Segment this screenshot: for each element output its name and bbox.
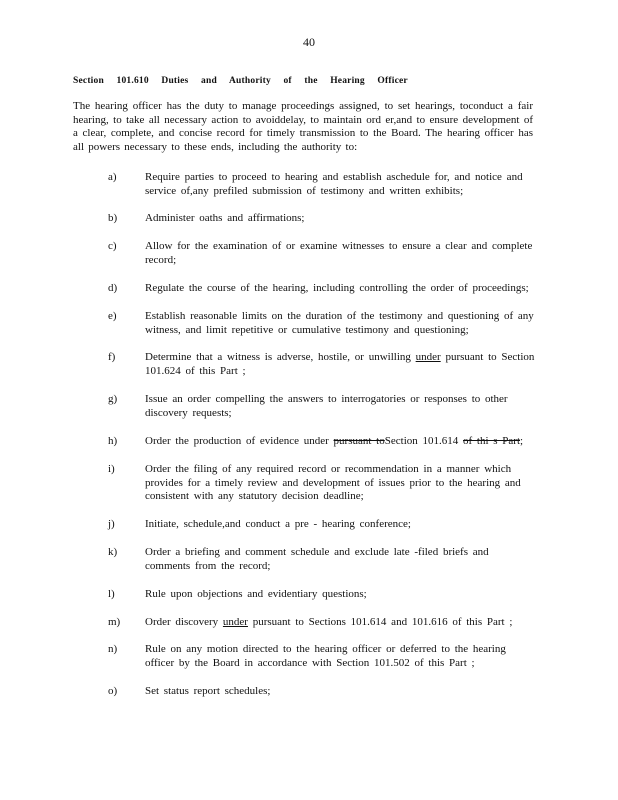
item-text: Determine that a witness is adverse, hostile, or unwilling under pursuant to Section 101.624 of this Part ;: [145, 351, 535, 377]
item-text: Require parties to proceed to hearing and establish aschedule for, and notice and service of,any prefiled submission of testimony and written exhibits;: [145, 171, 523, 197]
item-text: Rule on any motion directed to the hearing officer or deferred to the hearing officer by the Board in accordance with Section 101.502 of this Part ;: [145, 643, 506, 669]
item-label: f): [108, 351, 116, 363]
item-label: e): [108, 310, 117, 322]
item-label: j): [108, 518, 115, 530]
intro-paragraph: The hearing officer has the duty to manage proceedings assigned, to set hearings, toconduct a fair hearing, to take all necessary action to avoiddelay, to maintain ord er,and to ensure development of a clear, complete, and concise record for timely transmission to the Board. The hearing officer has all powers necessary to these ends, including the authority to:: [73, 100, 533, 153]
deleted-text: pursuant to: [333, 435, 385, 447]
item-label: n): [108, 643, 118, 655]
item-text: Order the filing of any required record or recommendation in a manner which provides for a timely review and development of issues prior to the hearing and consistent with any statutory decision deadline;: [145, 463, 521, 502]
deleted-text: of thi s Part: [463, 435, 521, 447]
item-label: h): [108, 435, 118, 447]
item-text: Order a briefing and comment schedule and exclude late -filed briefs and comments from the record;: [145, 546, 489, 572]
section-heading: Section 101.610 Duties and Authority of the Hearing Officer: [73, 76, 408, 86]
item-label: a): [108, 171, 117, 183]
item-label: m): [108, 616, 121, 628]
inserted-text: under: [415, 351, 441, 363]
item-label: g): [108, 393, 118, 405]
item-text: Establish reasonable limits on the duration of the testimony and questioning of any witness, and limit repetitive or cumulative testimony and questioning;: [145, 310, 534, 336]
item-text: Rule upon objections and evidentiary questions;: [145, 588, 367, 600]
item-label: l): [108, 588, 115, 600]
item-text: Order discovery under pursuant to Sections 101.614 and 101.616 of this Part ;: [145, 616, 513, 628]
item-text: Regulate the course of the hearing, including controlling the order of proceedings;: [145, 282, 529, 294]
item-label: b): [108, 212, 118, 224]
item-text: Allow for the examination of or examine witnesses to ensure a clear and complete record;: [145, 240, 533, 266]
inserted-text: under: [222, 616, 248, 628]
item-label: c): [108, 240, 117, 252]
item-label: o): [108, 685, 118, 697]
item-label: i): [108, 463, 115, 475]
item-text: Initiate, schedule,and conduct a pre - hearing conference;: [145, 518, 411, 530]
item-label: d): [108, 282, 118, 294]
item-text: Set status report schedules;: [145, 685, 271, 697]
page-number: 40: [303, 35, 315, 49]
item-label: k): [108, 546, 118, 558]
item-text: Issue an order compelling the answers to interrogatories or responses to other discovery requests;: [145, 393, 508, 419]
item-text: Order the production of evidence under pursuant toSection 101.614 of thi s Part;: [145, 435, 524, 447]
item-text: Administer oaths and affirmations;: [145, 212, 305, 224]
